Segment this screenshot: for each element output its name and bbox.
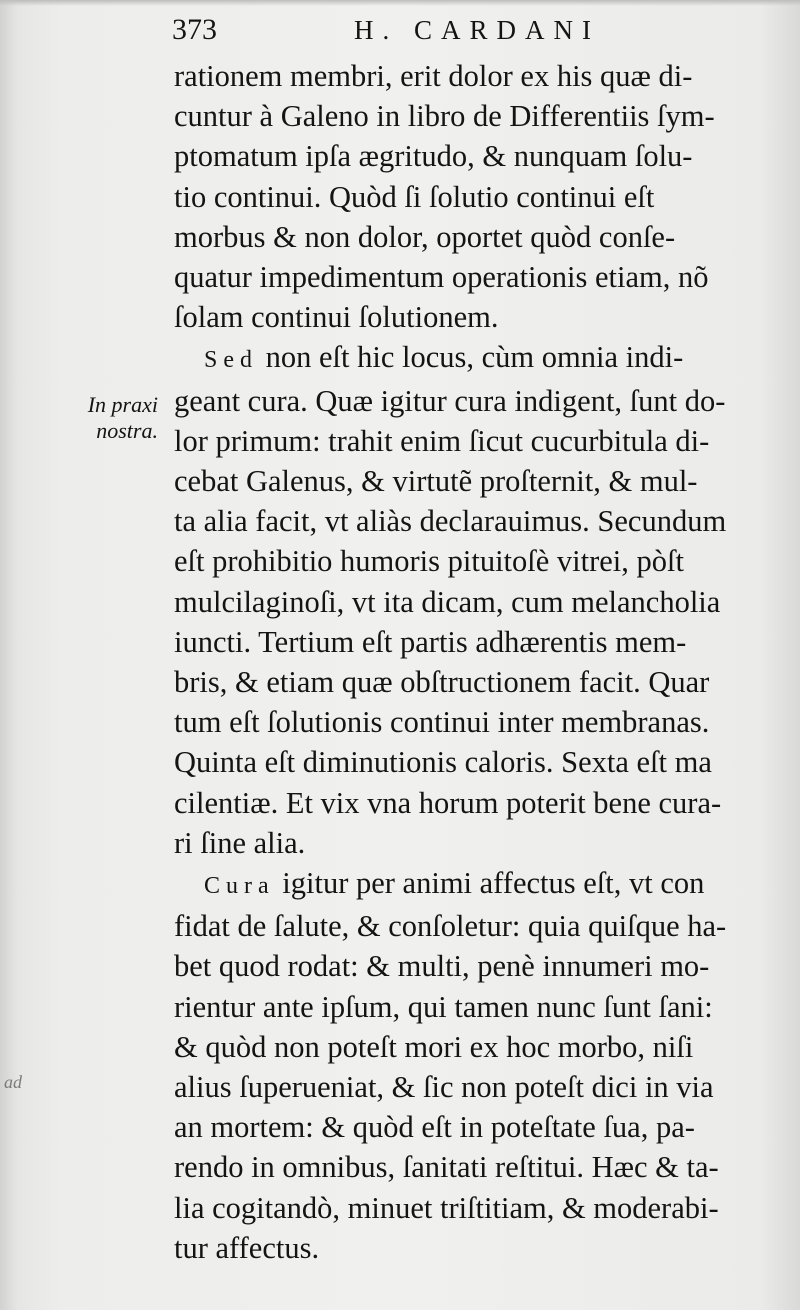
text-line: rationem membri, erit dolor ex his quæ di- xyxy=(174,59,693,93)
text-line: lia cogitandò, minuet triſtitiam, & moderabi- xyxy=(174,1190,719,1225)
text-line: an mortem: & quòd eſt in poteſtate ſua, pa- xyxy=(174,1110,695,1145)
text-line: tio continui. Quòd ſi ſolutio continui eſt xyxy=(174,179,655,214)
paragraph-start xyxy=(174,337,764,380)
text-line: eſt prohibitio humoris pituitoſè vitrei, pòſt xyxy=(174,544,684,579)
margin-note xyxy=(40,392,158,444)
text-line: alius ſuperueniat, & ſic non poteſt dici in via xyxy=(174,1070,714,1105)
text-line: rientur ante ipſum, qui tamen nunc ſunt ſani: xyxy=(174,989,713,1024)
text-line: cuntur à Galeno in libro de Differentiis ſym- xyxy=(174,99,715,134)
text-line: geant cura. Quæ igitur cura indigent, ſunt do- xyxy=(174,383,726,418)
text-line: rendo in omnibus, ſanitati reſtitui. Hæc & ta- xyxy=(174,1150,719,1185)
text-line: iuncti. Tertium eſt partis adhærentis mem- xyxy=(174,624,687,659)
paragraph-initial: Cura xyxy=(204,873,275,900)
text-line: cebat Galenus, & virtutẽ proſternit, & mul- xyxy=(174,464,698,499)
text-line: bet quod rodat: & multi, penè innumeri mo- xyxy=(174,949,710,984)
text-line: fidat de ſalute, & conſoletur: quia quiſque ha- xyxy=(174,909,727,944)
margin-note-line: nostra. xyxy=(96,418,158,443)
text-line: ſolam continui ſolutionem. xyxy=(174,300,499,335)
text-line: quatur impedimentum operationis etiam, nõ xyxy=(174,260,709,295)
text-line: mulcilaginoſi, vt ita dicam, cum melancholia xyxy=(174,584,721,619)
text-line: Quinta eſt diminutionis caloris. Sexta eſt ma xyxy=(174,745,712,780)
paragraph-start xyxy=(174,863,764,906)
margin-note-line: In praxi xyxy=(87,392,158,417)
running-header xyxy=(168,12,768,48)
text-line: tum eſt ſolutionis continui inter membranas. xyxy=(174,705,710,740)
text-line: igitur per animi affectus eſt, vt con xyxy=(274,866,705,901)
text-line: morbus & non dolor, oportet quòd conſe- xyxy=(174,219,676,254)
text-line: ptomatum ipſa ægritudo, & nunquam ſolu- xyxy=(174,139,693,174)
page-top-edge xyxy=(0,0,800,6)
text-line: lor primum: trahit enim ſicut cucurbitula di- xyxy=(174,423,710,458)
text-line: bris, & etiam quæ obſtructionem facit. Quar xyxy=(174,665,710,700)
margin-handwriting: ad xyxy=(4,1072,22,1092)
paragraph-initial: Sed xyxy=(204,347,258,374)
text-line: ta alia facit, vt aliàs declarauimus. Secundum xyxy=(174,504,727,539)
running-title: H. CARDANI xyxy=(354,15,601,45)
body-text xyxy=(174,56,764,1268)
text-line: tur affectus. xyxy=(174,1230,320,1265)
text-line: ri ſine alia. xyxy=(174,825,306,860)
text-line: & quòd non poteſt mori ex hoc morbo, niſi xyxy=(174,1029,694,1064)
page-number: 373 xyxy=(172,13,217,46)
text-line: non eſt hic locus, cùm omnia indi- xyxy=(258,340,684,375)
text-line: cilentiæ. Et vix vna horum poterit bene cura- xyxy=(174,785,722,820)
